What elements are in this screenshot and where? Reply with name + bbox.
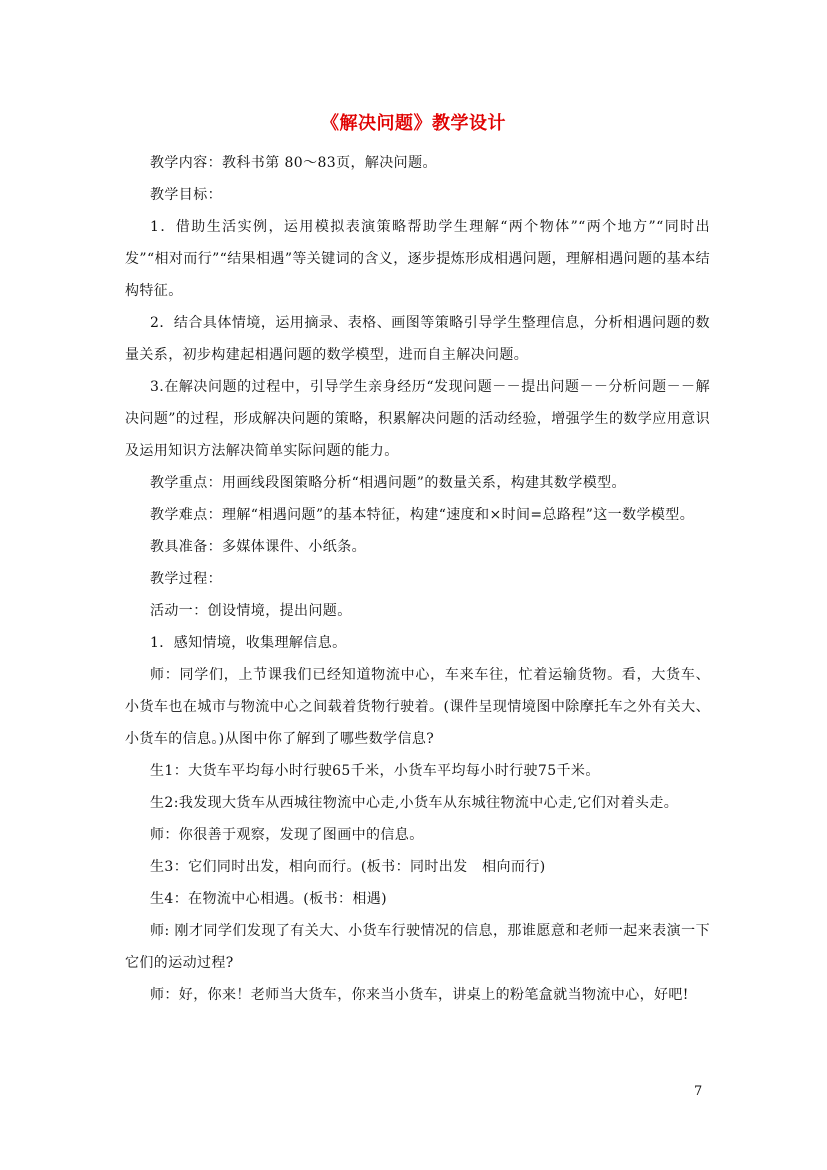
paragraph-student-1: 生1：大货车平均每小时行驶65千米，小货车平均每小时行驶75千米。 <box>150 763 600 779</box>
document-body <box>125 147 710 1011</box>
paragraph-teacher-question: 师: 刚才同学们发现了有关大、小货车行驶情况的信息，那谁愿意和老师一起来表演一下它们的运动过程? <box>125 923 710 971</box>
paragraph-step-1: 1．感知情境，收集理解信息。 <box>150 635 347 651</box>
paragraph-teaching-content: 教学内容：教科书第 80～83页，解决问题。 <box>150 155 437 171</box>
document-title: 《解决问题》教学设计 <box>321 113 506 134</box>
paragraph-goal-3: 3.在解决问题的过程中，引导学生亲身经历“发现问题－－提出问题－－分析问题－－解决问题”的过程，形成解决问题的策略，积累解决问题的活动经验，增强学生的数学应用意识及运用知识方法解决简单实际问题的能力。 <box>125 379 710 459</box>
paragraph-teacher-roleplay: 师：好，你来！老师当大货车，你来当小货车，讲桌上的粉笔盒就当物流中心，好吧! <box>150 987 689 1003</box>
paragraph-student-2: 生2:我发现大货车从西城往物流中心走,小货车从东城往物流中心走,它们对着头走。 <box>150 795 679 811</box>
paragraph-goal-1: 1．借助生活实例，运用模拟表演策略帮助学生理解“两个物体”“两个地方”“同时出发”“相对而行”“结果相遇”等关键词的含义，逐步提炼形成相遇问题，理解相遇问题的基本结构特征。 <box>125 219 710 299</box>
page-number: 7 <box>694 1084 703 1099</box>
paragraph-teaching-process: 教学过程： <box>150 571 222 587</box>
paragraph-teaching-aids: 教具准备：多媒体课件、小纸条。 <box>150 539 366 555</box>
paragraph-activity-1: 活动一：创设情境，提出问题。 <box>150 603 352 619</box>
paragraph-teaching-goals-heading: 教学目标： <box>150 187 222 203</box>
paragraph-key-point: 教学重点：用画线段图策略分析“相遇问题”的数量关系，构建其数学模型。 <box>150 475 626 491</box>
paragraph-goal-2: 2．结合具体情境，运用摘录、表格、画图等策略引导学生整理信息，分析相遇问题的数量关系，初步构建起相遇问题的数学模型，进而自主解决问题。 <box>125 315 710 363</box>
paragraph-teacher-praise: 师：你很善于观察，发现了图画中的信息。 <box>150 827 424 843</box>
paragraph-difficult-point: 教学难点：理解“相遇问题”的基本特征，构建“速度和×时间=总路程”这一数学模型。 <box>150 507 695 523</box>
paragraph-student-4: 生4：在物流中心相遇。(板书：相遇) <box>150 891 388 907</box>
paragraph-teacher-intro: 师：同学们，上节课我们已经知道物流中心，车来车往，忙着运输货物。看，大货车、小货车也在城市与物流中心之间载着货物行驶着。(课件呈现情境图中除摩托车之外有关大、小货车的信息。)从图中你了解到了哪些数学信息? <box>125 667 710 747</box>
paragraph-student-3: 生3：它们同时出发，相向而行。(板书：同时出发 相向而行) <box>150 859 546 875</box>
